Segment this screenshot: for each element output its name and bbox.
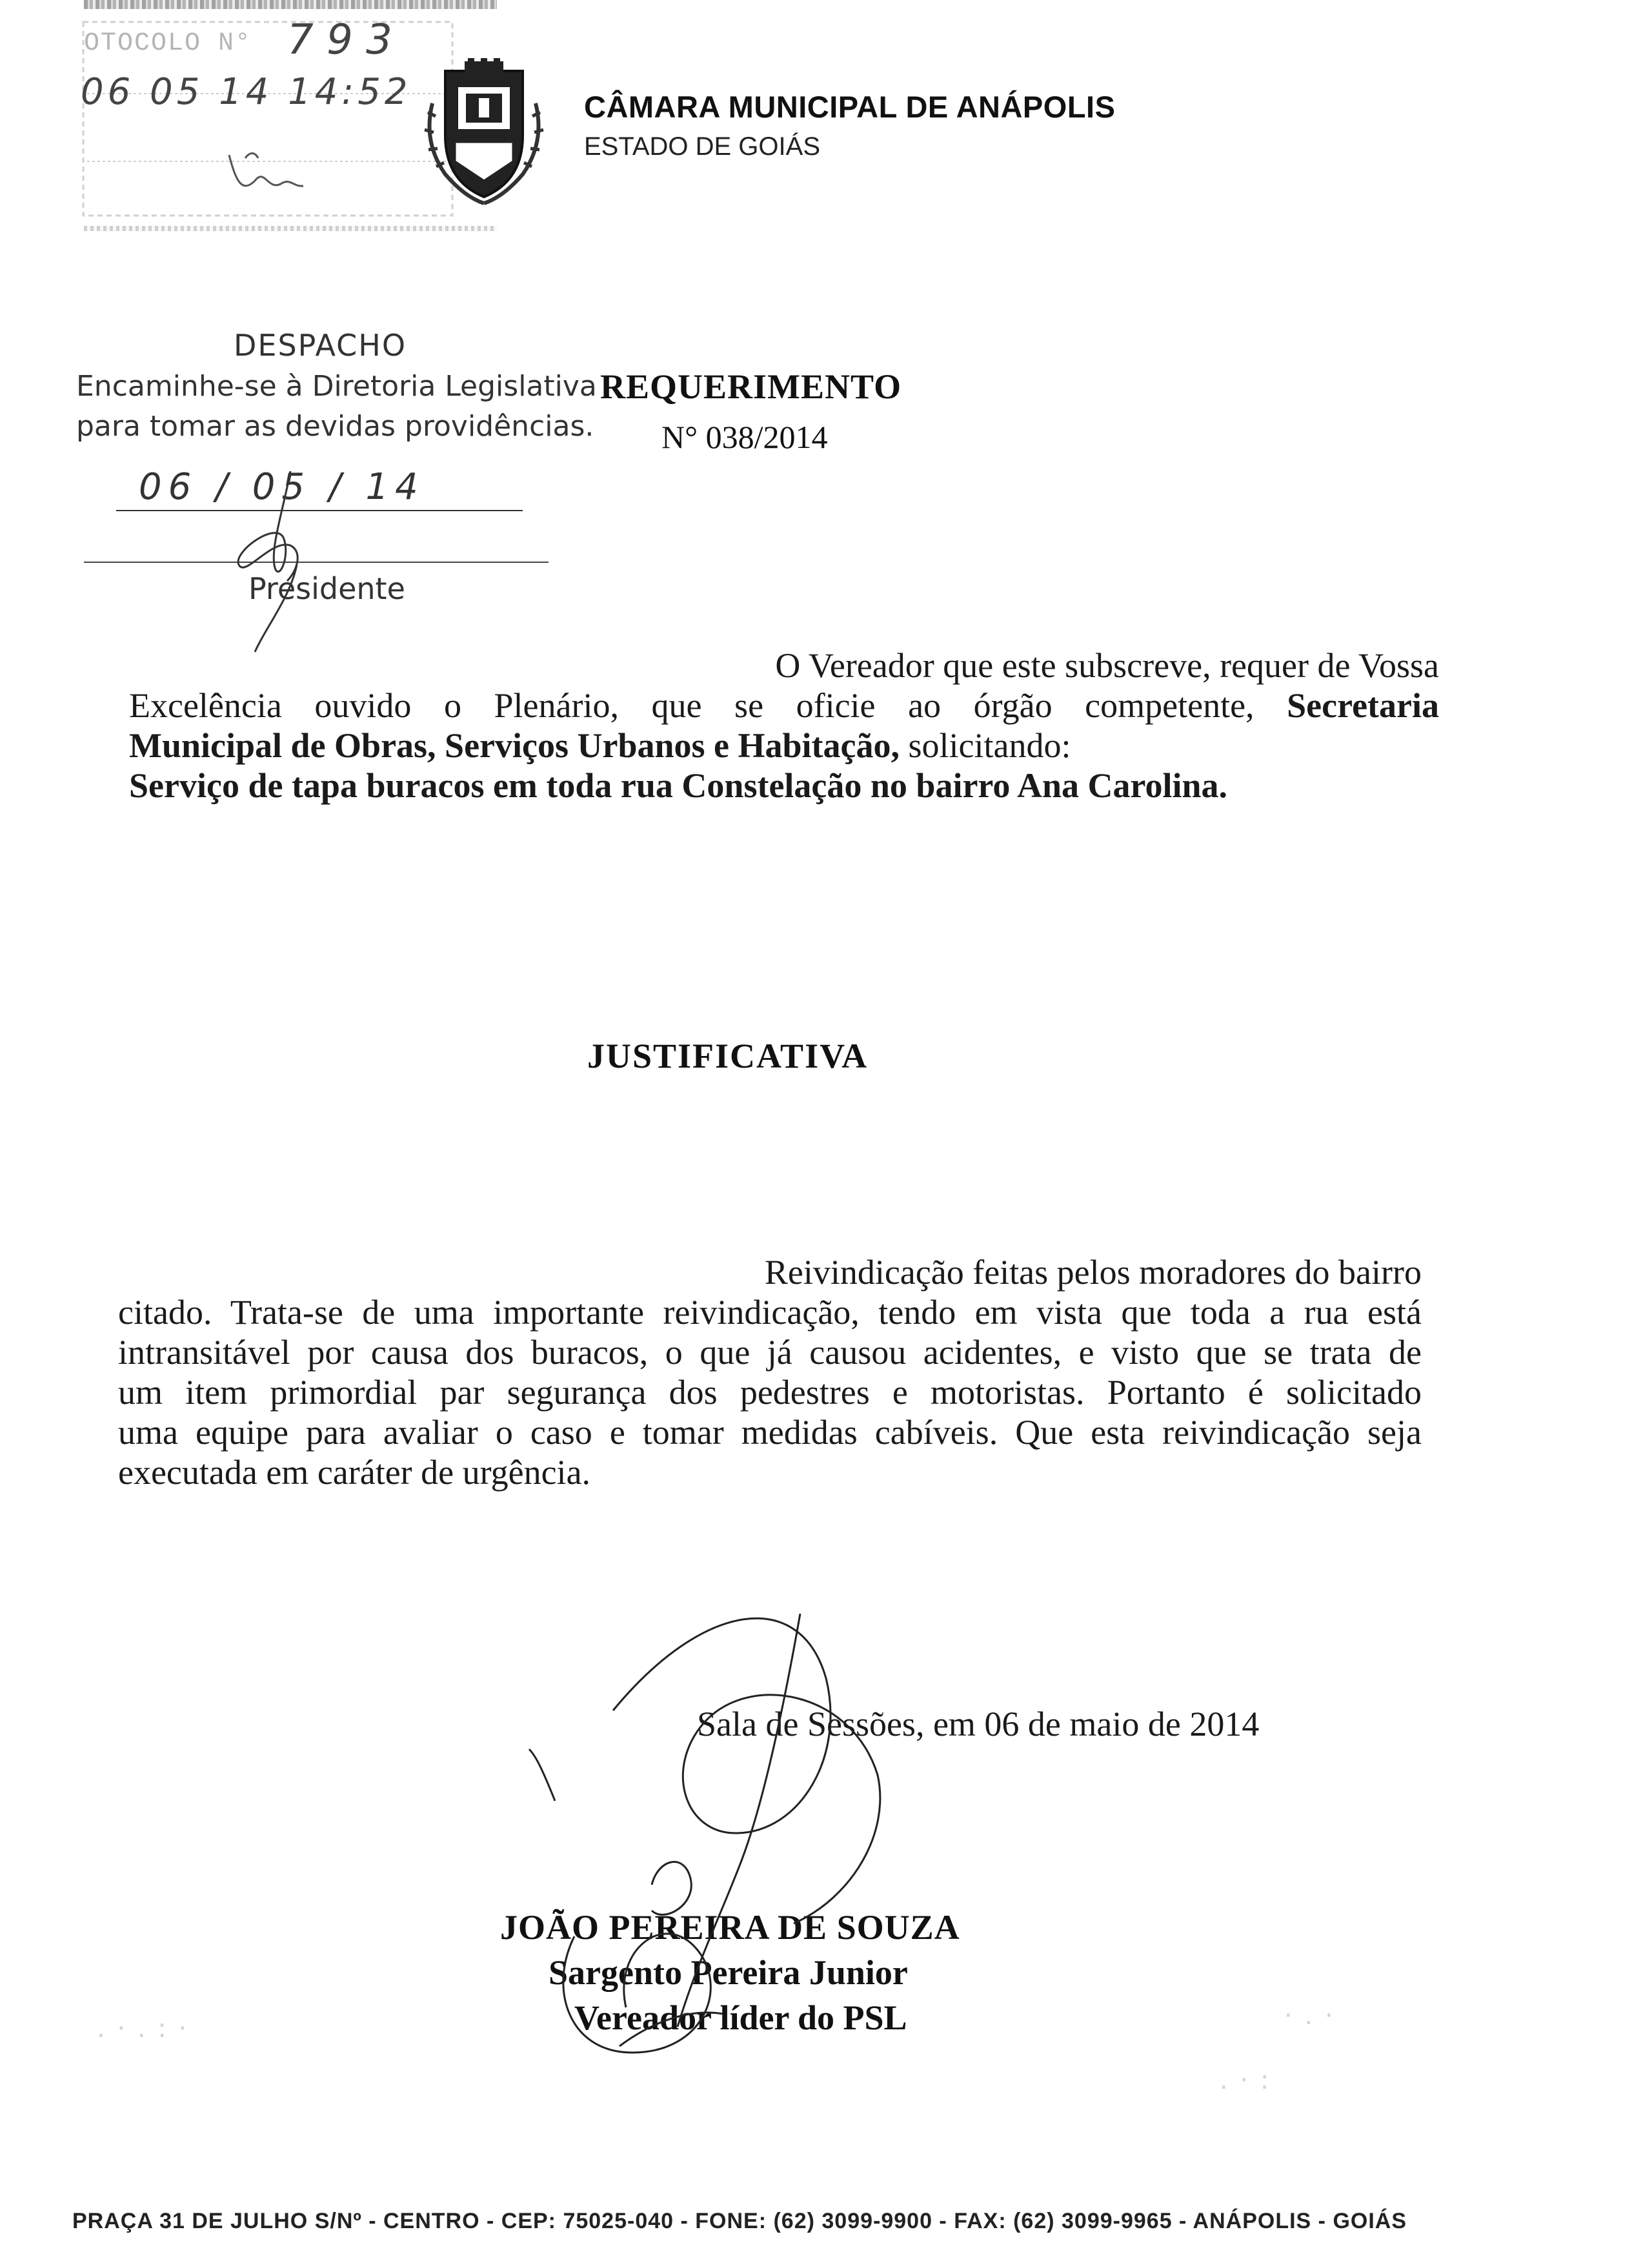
- justificativa-intro: Reivindicação feitas pelos moradores do bairro: [764, 1253, 1422, 1292]
- justificativa-last-line: executada em caráter de urgência.: [118, 1453, 591, 1492]
- despacho-title: DESPACHO: [234, 328, 407, 363]
- scan-noise-top: [84, 0, 497, 9]
- justificativa-body: [118, 1292, 1422, 1492]
- body-text: solicitando:: [908, 726, 1071, 765]
- justificativa-line: intransitável por causa dos buracos, o que já causou acidentes, e visto que se trata de: [118, 1333, 1422, 1372]
- requerimento-intro: O Vereador que este subscreve, requer de Vossa: [775, 646, 1439, 685]
- despacho-signer: Presidente: [248, 571, 405, 606]
- footer-address: PRAÇA 31 DE JULHO S/Nº - CENTRO - CEP: 75025-040 - FONE: (62) 3099-9900 - FAX: (62) 3099-9965 - ANÁPOLIS - GOIÁS: [72, 2209, 1407, 2233]
- requerimento-body-line-2: [129, 726, 1439, 766]
- signer-nickname: Sargento Pereira Junior: [549, 1953, 908, 1992]
- bleed-through-mark: . · :: [1220, 2065, 1271, 2095]
- stamp-date: 06 05 14 14:52: [81, 71, 412, 113]
- justificativa-line: um item primordial par segurança dos pedestres e motoristas. Portanto é solicitado: [118, 1373, 1422, 1412]
- requerimento-number: N° 038/2014: [661, 419, 828, 455]
- body-bold-text: Secretaria: [1287, 686, 1439, 725]
- org-subtitle: ESTADO DE GOIÁS: [584, 132, 820, 161]
- justificativa-title: JUSTIFICATIVA: [587, 1037, 869, 1075]
- body-bold-text: Municipal de Obras, Serviços Urbanos e Habitação,: [129, 726, 900, 765]
- president-signature: [194, 468, 374, 655]
- requerimento-request: Serviço de tapa buracos em toda rua Constelação no bairro Ana Carolina.: [129, 766, 1228, 805]
- scan-noise-stamp-edge: [84, 226, 497, 231]
- requerimento-body-line-1: [129, 685, 1439, 726]
- bleed-through-mark: . · . : ·: [97, 2014, 189, 2044]
- despacho-line-1: Encaminhe-se à Diretoria Legislativa: [76, 370, 597, 403]
- signer-name: JOÃO PEREIRA DE SOUZA: [500, 1908, 960, 1947]
- councilor-signature: [490, 1562, 955, 2078]
- bleed-through-mark: · . ·: [1284, 2001, 1335, 2031]
- org-name: CÂMARA MUNICIPAL DE ANÁPOLIS: [584, 90, 1116, 124]
- stamp-number: 7 9 3: [287, 16, 392, 64]
- despacho-line-2: para tomar as devidas providências.: [76, 410, 594, 443]
- requerimento-title: REQUERIMENTO: [600, 367, 902, 406]
- justificativa-line: citado. Trata-se de uma importante reivindicação, tendo em vista que toda a rua está: [118, 1293, 1422, 1332]
- session-date: Sala de Sessões, em 06 de maio de 2014: [697, 1705, 1260, 1743]
- justificativa-line: uma equipe para avaliar o caso e tomar medidas cabíveis. Que esta reivindicação seja: [118, 1413, 1422, 1452]
- municipal-crest-icon: [419, 58, 549, 207]
- body-text: Excelência ouvido o Plenário, que se oficie ao órgão competente,: [129, 686, 1254, 725]
- despacho-date: 06 / 05 / 14: [139, 466, 425, 508]
- stamp-label: OTOCOLO N°: [84, 29, 252, 58]
- signer-role: Vereador líder do PSL: [574, 1998, 907, 2037]
